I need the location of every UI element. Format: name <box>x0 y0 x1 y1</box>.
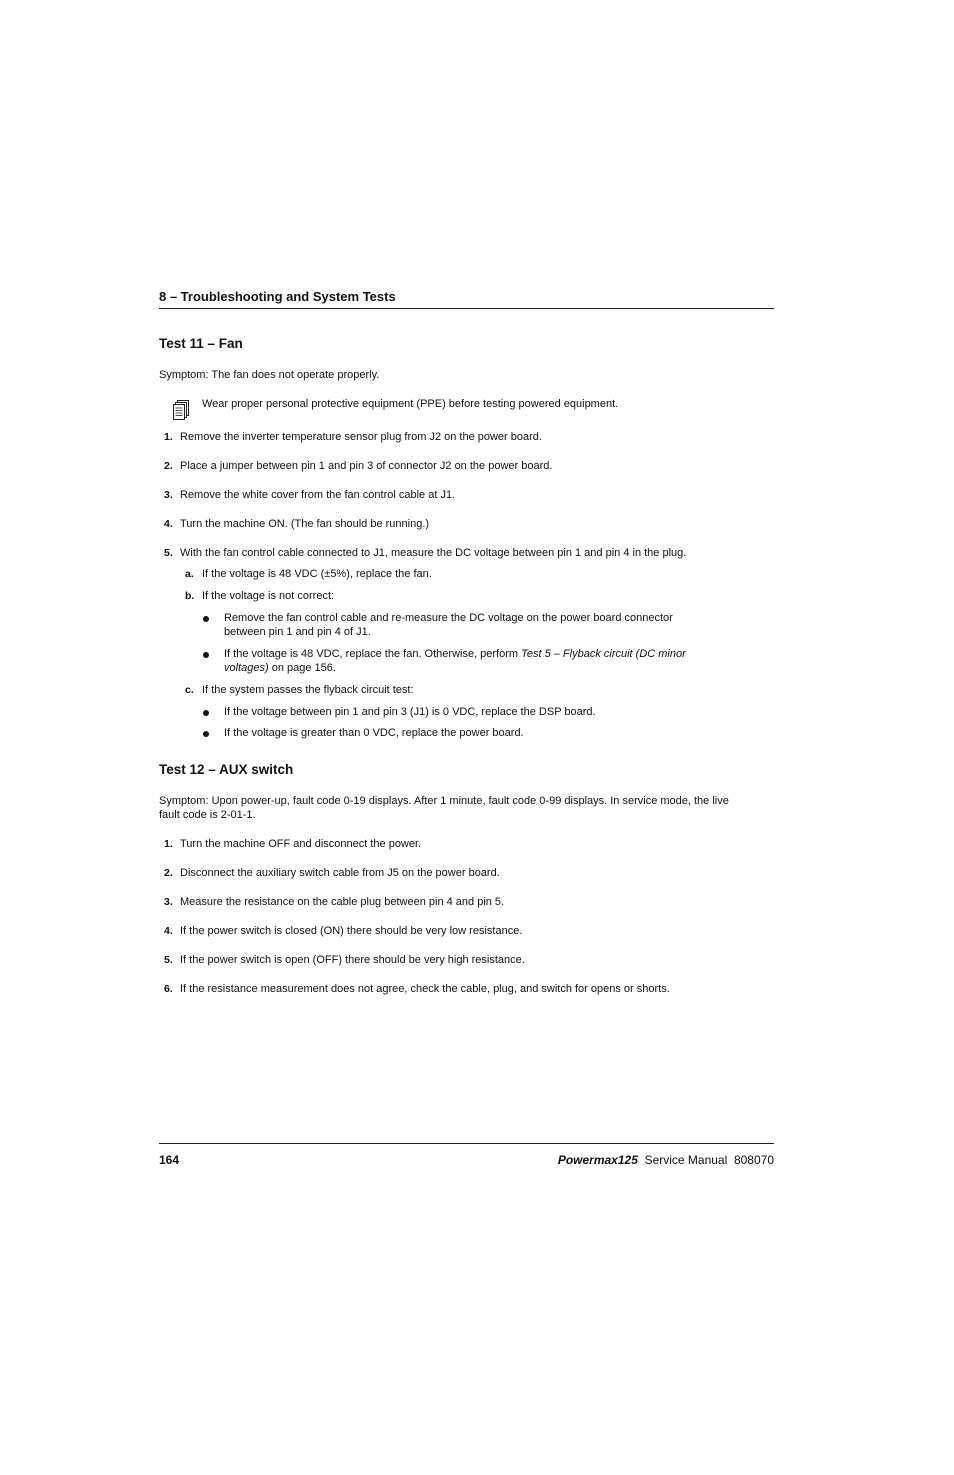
footer-document-info <box>558 1153 774 1167</box>
document-number: 808070 <box>733 1153 774 1167</box>
step-text: Remove the inverter temperature sensor plug from J2 on the power board. <box>180 431 542 443</box>
substep-text: If the voltage is not correct: <box>202 590 335 602</box>
step-text: Disconnect the auxiliary switch cable from J5 on the power board. <box>180 867 500 879</box>
ppe-note: Wear proper personal protective equipment (PPE) before testing powered equipment. <box>202 398 619 410</box>
step-text: Turn the machine ON. (The fan should be running.) <box>180 518 430 530</box>
step-number: 5. <box>164 547 173 559</box>
step-text: With the fan control cable connected to J1, measure the DC voltage between pin 1 and pin 4 in the plug. <box>180 547 687 559</box>
bullet-text: If the voltage between pin 1 and pin 3 (J1) is 0 VDC, replace the DSP board. <box>224 706 596 718</box>
substep-letter: c. <box>185 684 194 696</box>
bullet-icon <box>203 652 209 658</box>
product-name: Powermax125 <box>557 1153 638 1167</box>
step-text: If the power switch is open (OFF) there should be very high resistance. <box>180 954 525 966</box>
cross-reference-link[interactable]: Test 5 – Flyback circuit (DC minor <box>521 648 686 660</box>
step-number: 5. <box>164 954 173 966</box>
step-number: 1. <box>164 431 173 443</box>
bullet-text-suffix: on page 156. <box>268 662 336 674</box>
bullet-text <box>224 647 686 661</box>
substep-letter: a. <box>185 568 194 580</box>
bullet-text: Remove the fan control cable and re-measure the DC voltage on the power board connector <box>224 612 673 624</box>
step-text: If the power switch is closed (ON) there should be very low resistance. <box>180 925 523 937</box>
step-number: 2. <box>164 460 173 472</box>
step-text: Place a jumper between pin 1 and pin 3 of connector J2 on the power board. <box>180 460 553 472</box>
bullet-text-prefix: If the voltage is 48 VDC, replace the fan. Otherwise, perform <box>224 648 522 660</box>
step-number: 3. <box>164 489 173 501</box>
footer-rule <box>159 1143 774 1144</box>
substep-text: If the voltage is 48 VDC (±5%), replace the fan. <box>202 568 432 580</box>
bullet-icon <box>203 731 209 737</box>
step-text: Measure the resistance on the cable plug between pin 4 and pin 5. <box>180 896 505 908</box>
step-number: 6. <box>164 983 173 995</box>
document-stack-icon <box>172 400 190 422</box>
substep-text: If the system passes the flyback circuit test: <box>202 684 414 696</box>
step-number: 4. <box>164 518 173 530</box>
bullet-icon <box>203 616 209 622</box>
page-number: 164 <box>159 1153 180 1167</box>
bullet-text <box>224 661 336 675</box>
test-12-heading: Test 12 – AUX switch <box>159 762 294 777</box>
test-12-symptom: Symptom: Upon power-up, fault code 0-19 displays. After 1 minute, fault code 0-99 displays. In service mode, the live <box>159 795 729 807</box>
test-11-heading: Test 11 – Fan <box>159 336 243 351</box>
step-number: 2. <box>164 867 173 879</box>
bullet-icon <box>203 710 209 716</box>
cross-reference-link[interactable]: voltages) <box>224 662 269 674</box>
header-rule <box>159 308 774 309</box>
chapter-title: 8 – Troubleshooting and System Tests <box>159 289 396 304</box>
bullet-text: If the voltage is greater than 0 VDC, replace the power board. <box>224 727 524 739</box>
bullet-text: between pin 1 and pin 4 of J1. <box>224 626 371 638</box>
step-number: 1. <box>164 838 173 850</box>
test-12-symptom: fault code is 2-01-1. <box>159 809 256 821</box>
test-11-symptom: Symptom: The fan does not operate properly. <box>159 369 380 381</box>
step-text: Turn the machine OFF and disconnect the power. <box>180 838 422 850</box>
step-number: 4. <box>164 925 173 937</box>
step-text: If the resistance measurement does not agree, check the cable, plug, and switch for opens or shorts. <box>180 983 670 995</box>
substep-letter: b. <box>185 590 195 602</box>
step-text: Remove the white cover from the fan control cable at J1. <box>180 489 456 501</box>
manual-name: Service Manual <box>644 1153 728 1167</box>
step-number: 3. <box>164 896 173 908</box>
